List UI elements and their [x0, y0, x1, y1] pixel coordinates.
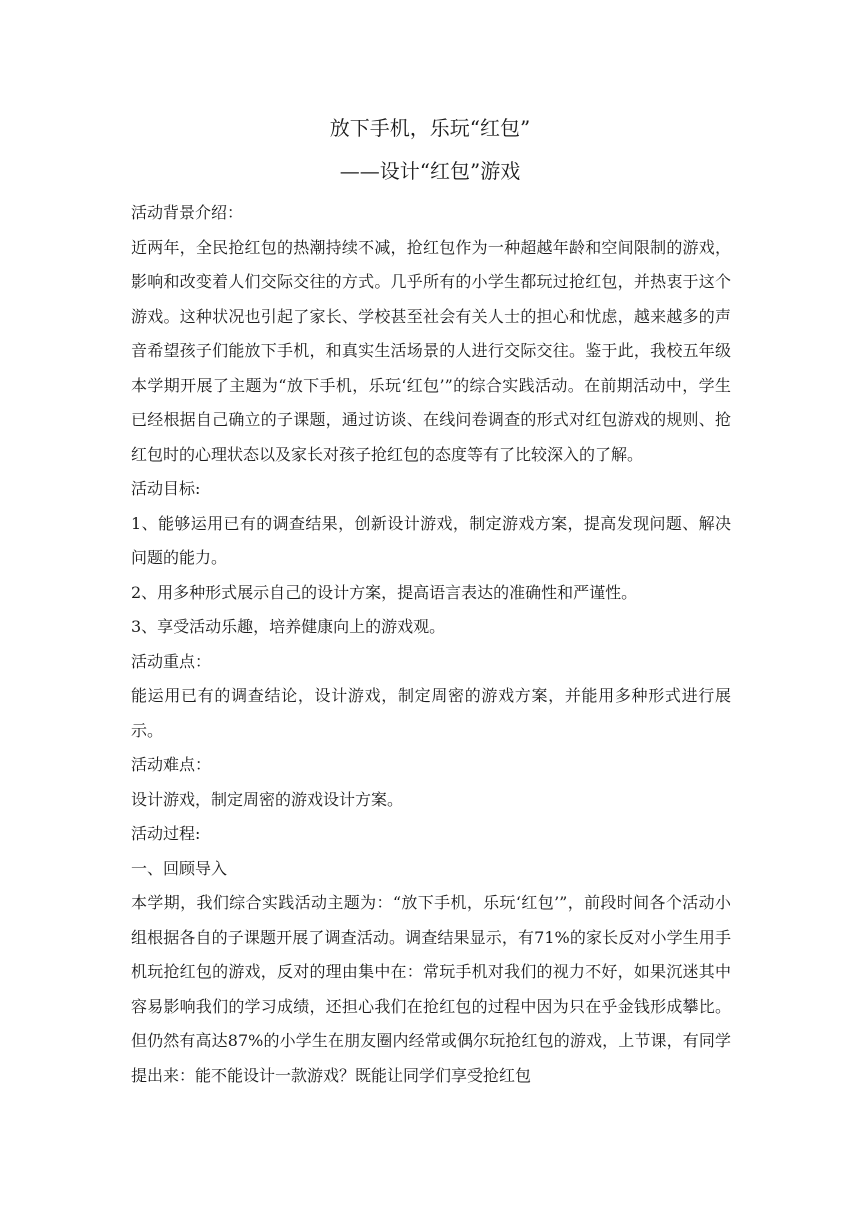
- goal-item-3: 3、享受活动乐趣，培养健康向上的游戏观。: [131, 617, 446, 636]
- document-body: [131, 196, 731, 1093]
- goal-item-1: 1、能够运用已有的调查结果，创新设计游戏，制定游戏方案，提高发现问题、解决问题的能力。: [131, 513, 731, 567]
- key-points-paragraph: 能运用已有的调查结论，设计游戏，制定周密的游戏方案，并能用多种形式进行展示。: [131, 686, 731, 740]
- process-paragraph: 本学期，我们综合实践活动主题为：“放下手机，乐玩‘红包’”，前段时间各个活动小组根据各自的子课题开展了调查活动。调查结果显示，有71%的家长反对小学生用手机玩抢红包的游戏，反对的理由集中在：常玩手机对我们的视力不好，如果沉迷其中容易影响我们的学习成绩，还担心我们在抢红包的过程中因为只在乎金钱形成攀比。但仍然有高达87%的小学生在朋友圈内经常或偶尔玩抢红包的游戏，上节课，有同学提出来：能不能设计一款游戏？既能让同学们享受抢红包: [131, 893, 731, 1085]
- background-paragraph: 近两年，全民抢红包的热潮持续不减，抢红包作为一种超越年龄和空间限制的游戏，影响和改变着人们交际交往的方式。几乎所有的小学生都玩过抢红包，并热衷于这个游戏。这种状况也引起了家长、学校甚至社会有关人士的担心和忧虑，越来越多的声音希望孩子们能放下手机，和真实生活场景的人进行交际交往。鉴于此，我校五年级本学期开展了主题为“放下手机，乐玩‘红包’”的综合实践活动。在前期活动中，学生已经根据自己确立的子课题，通过访谈、在线问卷调查的形式对红包游戏的规则、抢红包时的心理状态以及家长对孩子抢红包的态度等有了比较深入的了解。: [131, 237, 731, 464]
- section-heading-process: 活动过程:: [131, 824, 201, 843]
- difficulties-paragraph: 设计游戏，制定周密的游戏设计方案。: [131, 789, 404, 809]
- goal-item-2: 2、用多种形式展示自己的设计方案，提高语言表达的准确性和严谨性。: [131, 582, 638, 602]
- section-heading-background: 活动背景介绍：: [131, 203, 244, 222]
- section-heading-goals: 活动目标:: [131, 479, 201, 498]
- document-title: 放下手机，乐玩“红包”: [329, 116, 531, 140]
- process-step-heading: 一、回顾导入: [131, 858, 228, 878]
- section-heading-difficulties: 活动难点：: [131, 755, 212, 774]
- section-heading-key-points: 活动重点：: [131, 651, 212, 671]
- document-subtitle: ——设计“红包”游戏: [339, 159, 521, 183]
